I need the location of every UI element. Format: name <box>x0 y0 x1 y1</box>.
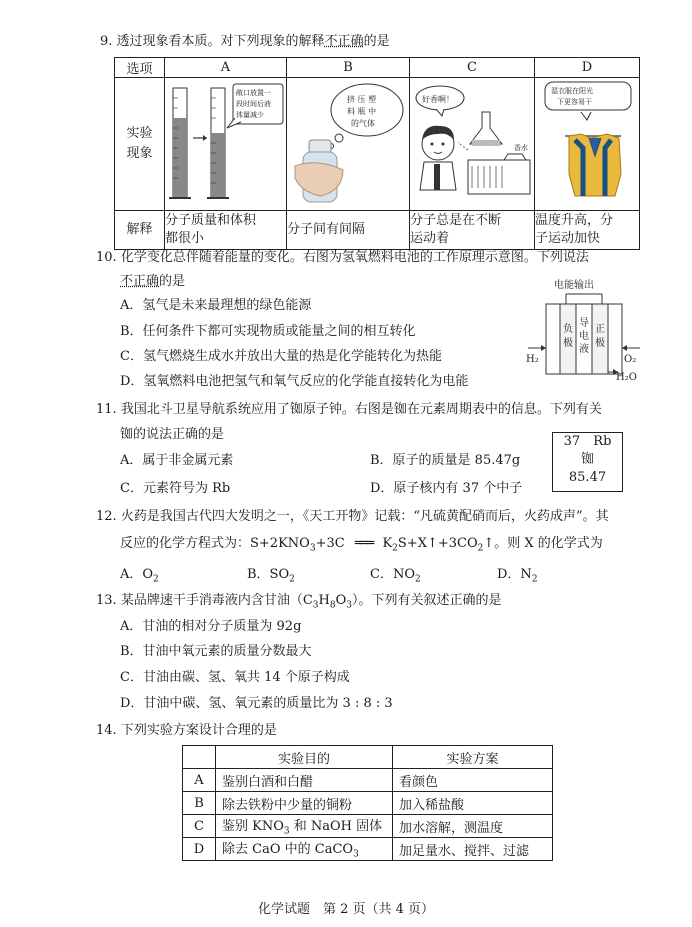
q13-option-a[interactable]: A．甘油的相对分子质量为 92g <box>120 619 302 634</box>
q14-row-plan: 看颜色 <box>393 769 553 792</box>
q9-header-option: 选项 <box>115 58 165 78</box>
q10-option-a[interactable]: A．氢气是未来最理想的绿色能源 <box>120 298 312 313</box>
q9-stem: 9. 透过现象看本质。对下列现象的解释不正确的是 <box>100 34 390 49</box>
q14-header-goal: 实验目的 <box>216 746 393 769</box>
q11-stem-line2: 铷的说法正确的是 <box>120 427 225 442</box>
q13-option-d[interactable]: D．甘油中碳、氢、氧元素的质量比为 3 : 8 : 3 <box>120 696 393 711</box>
q9-exp-b: 分子间有间隔 <box>287 211 410 250</box>
rb-atomic-number: 37 <box>563 434 581 449</box>
q9-header-c: C <box>410 58 535 78</box>
q14-row-goal: 鉴别白酒和白醋 <box>216 769 393 792</box>
rb-name: 铷 <box>580 452 594 467</box>
table-row[interactable] <box>183 815 553 838</box>
q9-image-d <box>535 78 640 211</box>
q9-image-a <box>165 78 287 211</box>
q9-b-bubble-line3: 的气体 <box>351 119 375 128</box>
q9-a-bubble-line1: 敞口放置一 <box>236 89 271 97</box>
q11-option-d[interactable]: D．原子核内有 37 个中子 <box>370 481 523 496</box>
q14-row-goal: 除去铁粉中少量的铜粉 <box>216 792 393 815</box>
q10-option-d[interactable]: D．氢氧燃料电池把氢气和氧气反应的化学能直接转化为电能 <box>120 374 469 389</box>
graduated-cylinders-illustration <box>165 78 286 206</box>
page-footer: 化学试题 第 2 页（共 4 页） <box>257 902 435 917</box>
fuel-cell-negative-2: 极 <box>563 338 573 349</box>
q14-row-key: B <box>183 792 216 815</box>
q9-c-bubble: 好香啊！ <box>422 95 454 104</box>
q9-d-bubble-line1: 湿衣服在阳光 <box>551 87 593 95</box>
svg-text:挤 压 塑 料 瓶 中 <box>347 94 379 128</box>
person-smelling-perfume-illustration <box>410 78 534 206</box>
q13-stem: 13. 某品牌速干手消毒液内含甘油$(C_3H_8O_3)$。下列有关叙述正确的是 <box>96 593 502 611</box>
q10-emphasis: 不正确 <box>120 274 160 289</box>
rb-symbol: Rb <box>593 434 612 449</box>
q9-exp-d: 温度升高，分 子运动加快 <box>535 211 640 250</box>
rb-atomic-mass: 85.47 <box>568 470 607 485</box>
q12-stem-line1: 12. 火药是我国古代四大发明之一，《天工开物》记载：“凡硫黄配硝而后，火药成声”。其 <box>96 509 609 524</box>
table-row[interactable] <box>183 838 553 861</box>
q14-header-plan: 实验方案 <box>393 746 553 769</box>
q9-emphasis: 不正确 <box>324 34 364 49</box>
fuel-cell-positive-2: 极 <box>595 338 605 349</box>
q9-c-perfume-tag: 香水 <box>514 144 528 152</box>
fuel-cell-h2o-label: H₂O <box>616 372 637 383</box>
q12-option-a[interactable]: A．$O_2$ <box>120 567 159 585</box>
fuel-cell-negative-1: 负 <box>563 324 573 335</box>
hand-squeezing-bottle-illustration <box>287 78 409 206</box>
fuel-cell-diagram <box>522 276 642 386</box>
q12-option-d[interactable]: D．$N_2$ <box>497 567 538 585</box>
q9-b-bubble-line1: 挤 压 塑 <box>347 95 377 104</box>
table-row[interactable] <box>183 792 553 815</box>
q9-row-label: 实验 现象 <box>115 78 165 211</box>
q10-option-b[interactable]: B．任何条件下都可实现物质或能量之间的相互转化 <box>120 324 416 339</box>
q14-row-plan: 加入稀盐酸 <box>393 792 553 815</box>
fuel-cell-positive-1: 正 <box>595 324 605 335</box>
q9-b-bubble-line2: 料 瓶 中 <box>347 107 377 116</box>
fuel-cell-electrolyte-2: 电 <box>579 331 589 342</box>
q9-header-d: D <box>535 58 640 78</box>
q9-d-bubble-line2: 下更容易干 <box>557 98 592 106</box>
q14-row-goal: 鉴别 $KNO_3$ 和 NaOH 固体 <box>216 815 393 838</box>
q9-exp-a: 分子质量和体积 都很小 <box>165 211 287 250</box>
fuel-cell-o2-label: O₂ <box>624 354 637 365</box>
q12-option-c[interactable]: C．$NO_2$ <box>370 567 421 585</box>
q9-image-b <box>287 78 410 211</box>
fuel-cell-electrolyte-1: 导 <box>579 318 589 329</box>
q12-option-b[interactable]: B．$SO_2$ <box>247 567 295 585</box>
fuel-cell-output-label: 电能输出 <box>554 280 594 291</box>
q14-row-goal: 除去 CaO 中的 CaCO$_3$ <box>216 838 393 861</box>
q14-row-plan: 加水溶解，测温度 <box>393 815 553 838</box>
equation-equals-sign: ═══ <box>354 536 373 551</box>
q11-option-a[interactable]: A．属于非金属元素 <box>120 453 234 468</box>
q9-exp-label: 解释 <box>115 211 165 250</box>
q10-stem-line2: 不正确的是 <box>120 274 186 289</box>
q12-equation: 反应的化学方程式为：$S+2KNO_3+3C$ ═══ $K_2S+X↑+3CO_2↑$。则 X 的化学式为 <box>120 536 603 554</box>
q11-stem-line1: 11. 我国北斗卫星导航系统应用了铷原子钟。右图是铷在元素周期表中的信息。下列有关 <box>96 402 602 417</box>
rubidium-element-box <box>552 432 623 492</box>
q14-row-key: A <box>183 769 216 792</box>
q14-row-key: D <box>183 838 216 861</box>
clothes-drying-in-sun-illustration <box>535 78 639 206</box>
q9-header-a: A <box>165 58 287 78</box>
q14-stem: 14. 下列实验方案设计合理的是 <box>96 723 277 738</box>
q9-table <box>114 57 640 250</box>
q10-stem-line1: 10. 化学变化总伴随着能量的变化。右图为氢氧燃料电池的工作原理示意图。下列说法 <box>96 250 589 265</box>
table-row[interactable] <box>183 769 553 792</box>
q9-a-bubble-line2: 段时间后液 <box>236 100 271 108</box>
q13-option-b[interactable]: B．甘油中氧元素的质量分数最大 <box>120 644 312 659</box>
q14-row-key: C <box>183 815 216 838</box>
q11-option-b[interactable]: B．原子的质量是 85.47g <box>370 453 521 468</box>
q9-header-b: B <box>287 58 410 78</box>
q9-a-bubble-line3: 体量减少 <box>236 111 264 119</box>
q11-option-c[interactable]: C．元素符号为 Rb <box>120 481 231 496</box>
fuel-cell-h2-label: H₂ <box>526 354 539 365</box>
q10-option-c[interactable]: C．氢气燃烧生成水并放出大量的热是化学能转化为热能 <box>120 349 442 364</box>
q14-table <box>182 745 553 861</box>
q9-exp-c: 分子总是在不断 运动着 <box>410 211 535 250</box>
q14-row-plan: 加足量水、搅拌、过滤 <box>393 838 553 861</box>
q9-image-c <box>410 78 535 211</box>
fuel-cell-electrolyte-3: 液 <box>579 344 589 355</box>
q13-option-c[interactable]: C．甘油由碳、氢、氧共 14 个原子构成 <box>120 670 350 685</box>
